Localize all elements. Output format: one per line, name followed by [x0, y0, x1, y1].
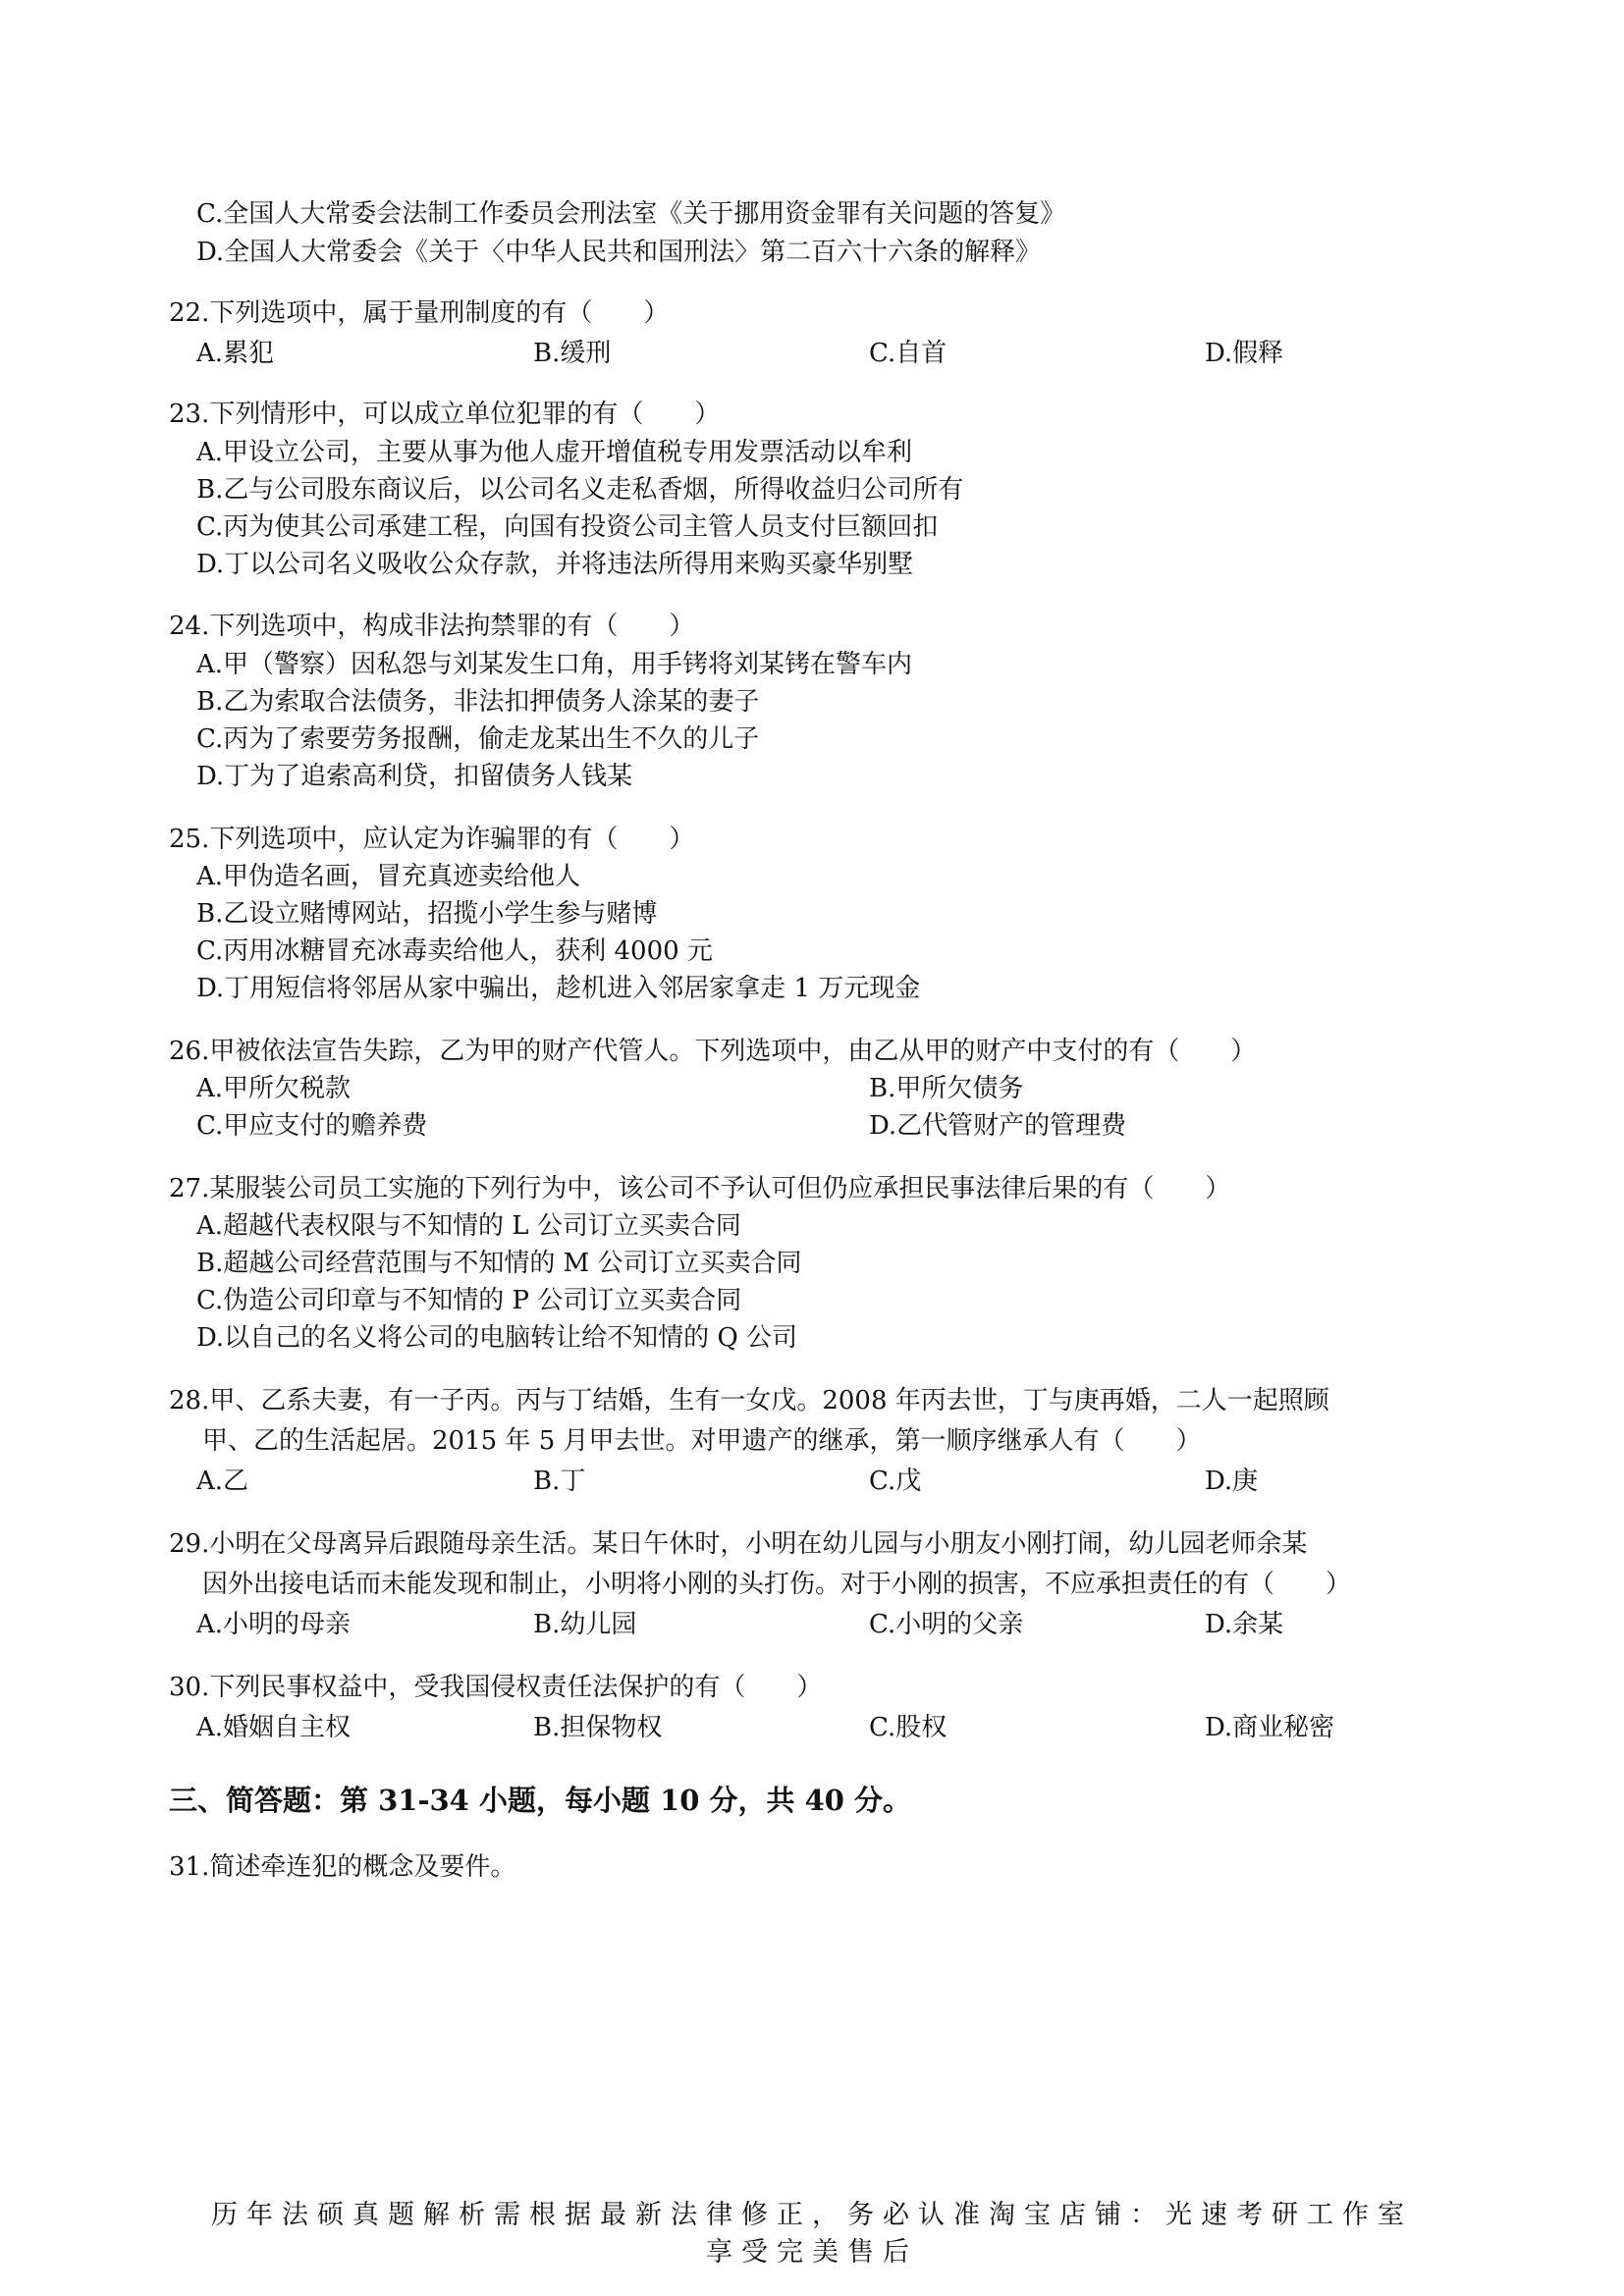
q28-option-d: D.庚 — [1205, 1467, 1259, 1496]
footer-notice-line1: 历年法硕真题解析需根据最新法律修正，务必认准淘宝店铺：光速考研工作室 — [211, 2200, 1413, 2230]
q28-option-a: A.乙 — [196, 1467, 249, 1496]
q27-option-c: C.伪造公司印章与不知情的 P 公司订立买卖合同 — [196, 1286, 742, 1315]
q23-option-c: C.丙为使其公司承建工程，向国有投资公司主管人员支付巨额回扣 — [196, 512, 939, 542]
q23-stem: 23.下列情形中，可以成立单位犯罪的有（ ） — [169, 400, 721, 429]
q24-option-b: B.乙为索取合法债务，非法扣押债务人涂某的妻子 — [196, 687, 760, 717]
q24-option-d: D.丁为了追索高利贷，扣留债务人钱某 — [196, 762, 633, 791]
q21-option-c: C.全国人大常委会法制工作委员会刑法室《关于挪用资金罪有关问题的答复》 — [196, 199, 1066, 229]
q29-stem-line2: 因外出接电话而未能发现和制止，小明将小刚的头打伤。对于小刚的损害，不应承担责任的有（ ） — [202, 1570, 1352, 1599]
q31-stem: 31.简述牵连犯的概念及要件。 — [169, 1852, 516, 1882]
q26-option-b: B.甲所欠债务 — [869, 1074, 1024, 1103]
q26-stem: 26.甲被依法宣告失踪，乙为甲的财产代管人。下列选项中，由乙从甲的财产中支付的有（ ） — [169, 1037, 1257, 1066]
q30-option-d: D.商业秘密 — [1205, 1713, 1335, 1742]
q22-option-b: B.缓刑 — [533, 339, 612, 368]
q23-option-b: B.乙与公司股东商议后，以公司名义走私香烟，所得收益归公司所有 — [196, 475, 964, 505]
q28-stem-line2: 甲、乙的生活起居。2015 年 5 月甲去世。对甲遗产的继承，第一顺序继承人有（ ） — [202, 1426, 1202, 1456]
q30-option-c: C.股权 — [869, 1713, 947, 1742]
q30-stem: 30.下列民事权益中，受我国侵权责任法保护的有（ ） — [169, 1673, 823, 1702]
q27-stem: 27.某服装公司员工实施的下列行为中，该公司不予认可但仍应承担民事法律后果的有（ ） — [169, 1174, 1231, 1203]
q25-stem: 25.下列选项中，应认定为诈骗罪的有（ ） — [169, 825, 695, 854]
q24-option-c: C.丙为了索要劳务报酬，偷走龙某出生不久的儿子 — [196, 724, 760, 754]
q22-option-d: D.假释 — [1205, 339, 1284, 368]
q26-option-a: A.甲所欠税款 — [196, 1074, 352, 1103]
q25-option-d: D.丁用短信将邻居从家中骗出，趁机进入邻居家拿走 1 万元现金 — [196, 974, 921, 1003]
q22-option-c: C.自首 — [869, 339, 947, 368]
q25-option-b: B.乙设立赌博网站，招揽小学生参与赌博 — [196, 899, 658, 929]
q24-option-a: A.甲（警察）因私怨与刘某发生口角，用手铐将刘某铐在警车内 — [196, 650, 913, 679]
q27-option-a: A.超越代表权限与不知情的 L 公司订立买卖合同 — [196, 1211, 741, 1241]
q29-option-c: C.小明的父亲 — [869, 1610, 1024, 1639]
footer-notice-line2: 享受完美售后 — [706, 2237, 918, 2268]
q24-stem: 24.下列选项中，构成非法拘禁罪的有（ ） — [169, 612, 695, 641]
q29-stem-line1: 29.小明在父母离异后跟随母亲生活。某日午休时，小明在幼儿园与小朋友小刚打闹，幼儿园老师余某 — [169, 1529, 1308, 1559]
q29-option-a: A.小明的母亲 — [196, 1610, 352, 1639]
q21-option-d: D.全国人大常委会《关于〈中华人民共和国刑法〉第二百六十六条的解释》 — [196, 238, 1042, 267]
q28-option-b: B.丁 — [533, 1467, 586, 1496]
q25-option-a: A.甲伪造名画，冒充真迹卖给他人 — [196, 862, 581, 891]
q29-option-b: B.幼儿园 — [533, 1610, 637, 1639]
q23-option-a: A.甲设立公司，主要从事为他人虚开增值税专用发票活动以牟利 — [196, 438, 913, 467]
q28-option-c: C.戊 — [869, 1467, 922, 1496]
section-heading-short-answer: 三、简答题：第 31-34 小题，每小题 10 分，共 40 分。 — [169, 1784, 912, 1817]
q22-option-a: A.累犯 — [196, 339, 275, 368]
q30-option-a: A.婚姻自主权 — [196, 1713, 352, 1742]
q26-option-d: D.乙代管财产的管理费 — [869, 1111, 1127, 1141]
q29-option-d: D.余某 — [1205, 1610, 1284, 1639]
q30-option-b: B.担保物权 — [533, 1713, 663, 1742]
q26-option-c: C.甲应支付的赡养费 — [196, 1111, 428, 1141]
q27-option-b: B.超越公司经营范围与不知情的 M 公司订立买卖合同 — [196, 1249, 802, 1278]
q22-stem: 22.下列选项中，属于量刑制度的有（ ） — [169, 298, 670, 328]
q23-option-d: D.丁以公司名义吸收公众存款，并将违法所得用来购买豪华别墅 — [196, 550, 914, 579]
q27-option-d: D.以自己的名义将公司的电脑转让给不知情的 Q 公司 — [196, 1323, 798, 1353]
q28-stem-line1: 28.甲、乙系夫妻，有一子丙。丙与丁结婚，生有一女戊。2008 年丙去世，丁与庚再婚，二人一起照顾 — [169, 1386, 1329, 1415]
q25-option-c: C.丙用冰糖冒充冰毒卖给他人，获利 4000 元 — [196, 936, 713, 966]
